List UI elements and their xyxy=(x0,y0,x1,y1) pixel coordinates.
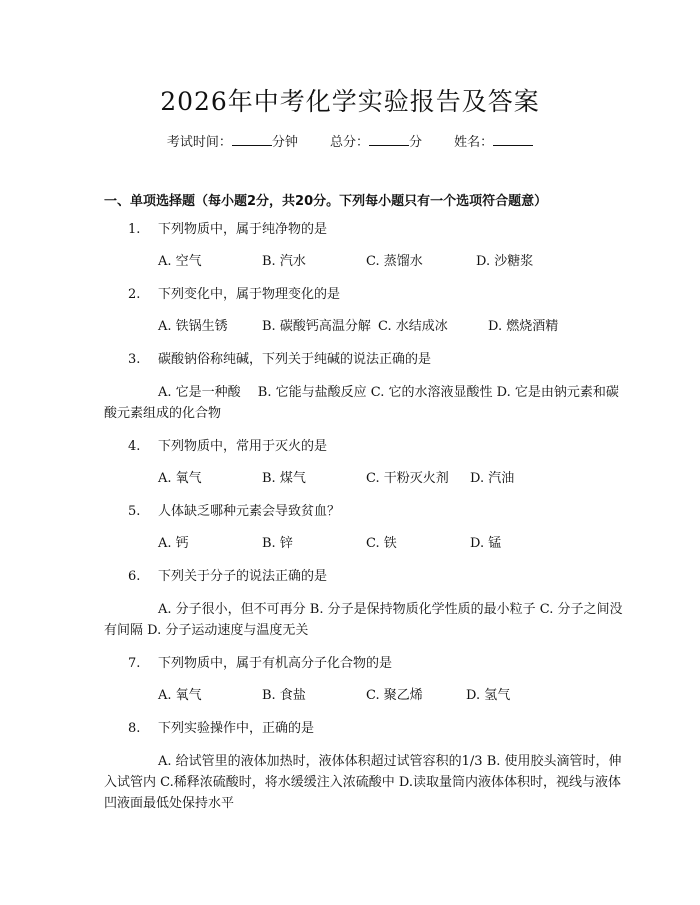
question-options xyxy=(104,534,628,554)
option-b: B. 煤气 xyxy=(262,471,306,486)
question-number: 6. xyxy=(128,569,141,584)
question-options-paragraph: A. 分子很小，但不可再分 B. 分子是保持物质化学性质的最小粒子 C. 分子之间没有间隔 D. 分子运动速度与温度无关 xyxy=(104,602,623,638)
option-c: C. 铁 xyxy=(366,536,397,551)
question-item xyxy=(104,220,628,272)
question-stem xyxy=(104,285,628,305)
option-b: B. 汽水 xyxy=(262,254,306,269)
question-item xyxy=(104,567,628,641)
option-d: D. 汽油 xyxy=(470,471,515,486)
question-stem xyxy=(104,220,628,240)
question-item xyxy=(104,654,628,706)
question-options-paragraph: A. 它是一种酸 B. 它能与盐酸反应 C. 它的水溶液显酸性 D. 它是由钠元素和碳酸元素组成的化合物 xyxy=(104,385,619,421)
question-number: 5. xyxy=(128,504,141,519)
question-number: 4. xyxy=(128,439,141,454)
question-item xyxy=(104,719,628,814)
question-options xyxy=(104,317,628,337)
option-d: D. 锰 xyxy=(470,536,502,551)
question-number: 2. xyxy=(128,287,141,302)
exam-info-line xyxy=(0,131,700,150)
option-c: C. 干粉灭火剂 xyxy=(366,471,449,486)
option-b: B. 食盐 xyxy=(262,688,306,703)
question-text: 下列关于分子的说法正确的是 xyxy=(158,569,328,584)
total-score-unit: 分 xyxy=(409,135,423,150)
total-score-label: 总分： xyxy=(329,135,369,150)
question-stem xyxy=(104,350,628,370)
option-d: D. 燃烧酒精 xyxy=(488,319,559,334)
exam-time-unit: 分钟 xyxy=(271,135,298,150)
question-stem xyxy=(104,437,628,457)
question-number: 7. xyxy=(128,656,141,671)
question-text: 人体缺乏哪种元素会导致贫血？ xyxy=(158,504,341,519)
question-number: 1. xyxy=(128,222,141,237)
exam-time-field xyxy=(167,131,298,150)
option-a: A. 氧气 xyxy=(158,688,202,703)
name-blank xyxy=(493,133,533,146)
question-text: 下列实验操作中，正确的是 xyxy=(158,721,315,736)
option-b: B. 锌 xyxy=(262,536,293,551)
exam-time-blank xyxy=(232,133,272,146)
question-text: 下列物质中，属于纯净物的是 xyxy=(158,222,328,237)
question-text: 下列变化中，属于物理变化的是 xyxy=(158,287,341,302)
question-text: 下列物质中，常用于灭火的是 xyxy=(158,439,328,454)
question-item xyxy=(104,285,628,337)
question-item xyxy=(104,350,628,424)
question-options xyxy=(104,686,628,706)
option-c: C. 聚乙烯 xyxy=(366,688,423,703)
total-score-field xyxy=(330,131,422,150)
question-options xyxy=(104,469,628,489)
option-a: A. 铁锅生锈 xyxy=(158,319,228,334)
question-item xyxy=(104,502,628,554)
option-c: C. 水结成冰 xyxy=(378,319,448,334)
question-item xyxy=(104,437,628,489)
question-options-paragraph: A. 给试管里的液体加热时，液体体积超过试管容积的1/3 B. 使用胶头滴管时，伸入试管内 C.稀释浓硫酸时，将水缓缓注入浓硫酸中 D.读取量筒内液体体积时，视线与液体凹液面最低处保持水平 xyxy=(104,754,622,811)
total-score-blank xyxy=(369,133,409,146)
page-title: 2026年中考化学实验报告及答案 xyxy=(160,87,540,116)
question-text: 下列物质中，属于有机高分子化合物的是 xyxy=(158,656,393,671)
question-stem xyxy=(104,567,628,587)
option-c: C. 蒸馏水 xyxy=(366,254,423,269)
question-number: 3. xyxy=(128,352,141,367)
question-number: 8. xyxy=(128,721,141,736)
section-heading: 一、单项选择题（每小题2分，共20分。下列每小题只有一个选项符合题意） xyxy=(104,194,548,209)
question-stem xyxy=(104,654,628,674)
question-stem xyxy=(104,719,628,739)
question-list xyxy=(104,220,628,814)
name-field xyxy=(454,131,533,150)
question-options xyxy=(104,252,628,272)
option-a: A. 钙 xyxy=(158,536,189,551)
option-a: A. 氧气 xyxy=(158,471,202,486)
question-text: 碳酸钠俗称纯碱，下列关于纯碱的说法正确的是 xyxy=(158,352,432,367)
exam-time-label: 考试时间： xyxy=(166,135,232,150)
question-stem xyxy=(104,502,628,522)
option-d: D. 氢气 xyxy=(466,688,511,703)
option-d: D. 沙糖浆 xyxy=(476,254,534,269)
option-a: A. 空气 xyxy=(158,254,202,269)
name-label: 姓名： xyxy=(454,135,494,150)
option-b: B. 碳酸钙高温分解 xyxy=(262,319,371,334)
